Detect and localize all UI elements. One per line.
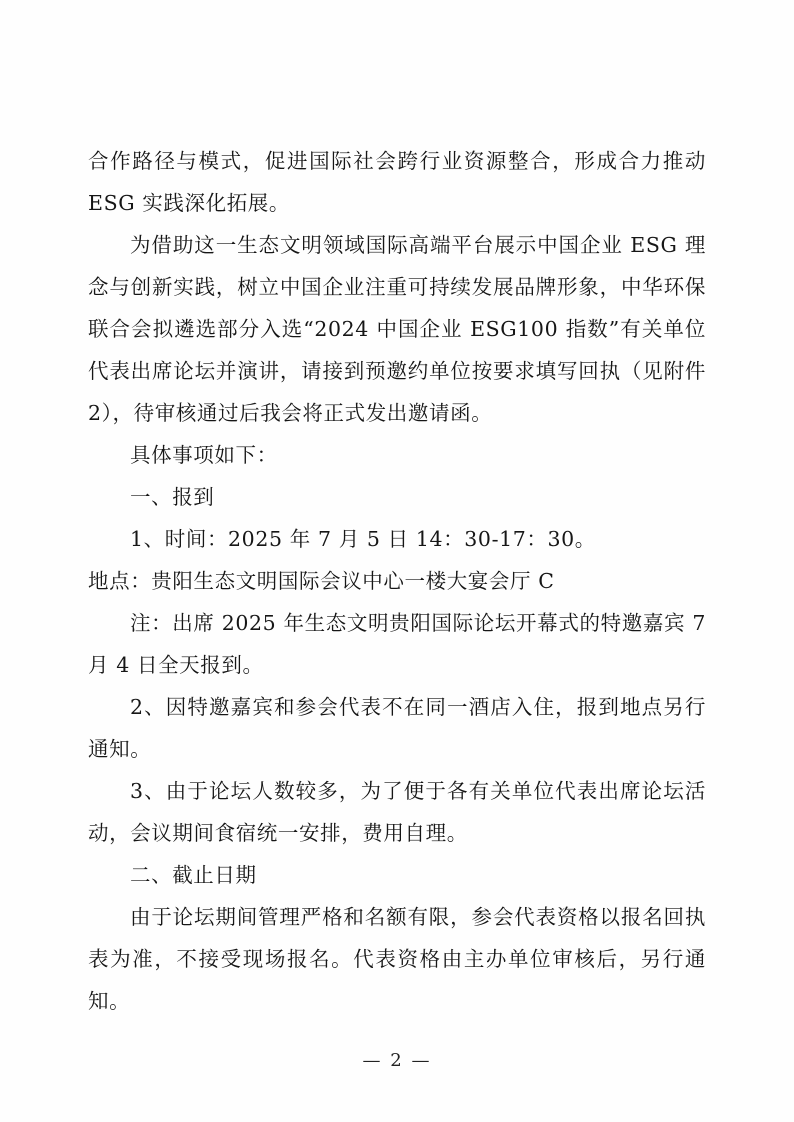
paragraph-11-deadline-detail: 由于论坛期间管理严格和名额有限，参会代表资格以报名回执表为准，不接受现场报名。代表资格由主办单位审核后，另行通知。 — [88, 905, 706, 1013]
paragraph-8-item-two: 2、因特邀嘉宾和参会代表不在同一酒店入住，报到地点另行通知。 — [88, 695, 706, 761]
paragraph-4-section-one-heading: 一、报到 — [130, 485, 215, 509]
document-body — [88, 140, 706, 1022]
paragraph-5-time: 1、时间：2025 年 7 月 5 日 14：30-17：30。 — [130, 527, 596, 551]
paragraph-2: 为借助这一生态文明领域国际高端平台展示中国企业 ESG 理念与创新实践，树立中国企业注重可持续发展品牌形象，中华环保联合会拟遴选部分入选“2024 中国企业 ESG100 指数”有关单位代表出席论坛并演讲，请接到预邀约单位按要求填写回执（见附件 2），待审核通过后我会将正式发出邀请函。 — [88, 233, 706, 425]
paragraph-10-section-two-heading: 二、截止日期 — [130, 863, 257, 887]
paragraph-9-item-three: 3、由于论坛人数较多，为了便于各有关单位代表出席论坛活动，会议期间食宿统一安排，费用自理。 — [88, 779, 706, 845]
paragraph-7-note: 注：出席 2025 年生态文明贵阳国际论坛开幕式的特邀嘉宾 7 月 4 日全天报到。 — [88, 611, 706, 677]
paragraph-1: 合作路径与模式，促进国际社会跨行业资源整合，形成合力推动 ESG 实践深化拓展。 — [88, 149, 706, 215]
paragraph-3: 具体事项如下： — [130, 443, 278, 467]
page-number: — 2 — — [362, 1050, 432, 1071]
paragraph-6-location: 地点：贵阳生态文明国际会议中心一楼大宴会厅 C — [88, 569, 555, 593]
